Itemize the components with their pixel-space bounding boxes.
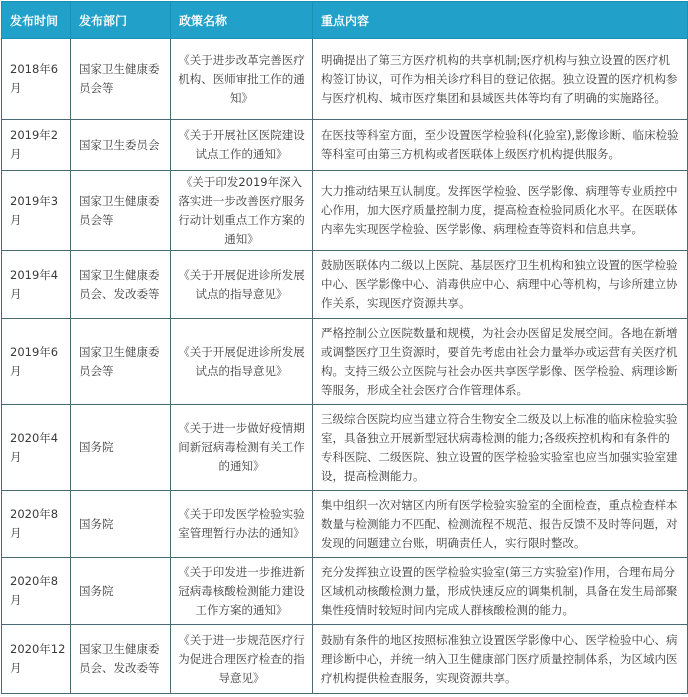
table-row [2,319,688,405]
cell-date: 2019年3月 [2,171,71,251]
cell-department: 国家卫生健康委员会等 [71,39,171,120]
cell-policy-name: 《关于进一步做好疫情期间新冠病毒检测有关工作的通知》 [171,405,313,491]
cell-date: 2018年6月 [2,39,71,120]
table-header-row [2,2,688,39]
header-policy-name: 政策名称 [171,2,313,39]
table-row [2,39,688,120]
table-row [2,171,688,251]
cell-content: 严格控制公立医院数量和规模，为社会办医留足发展空间。各地在新增或调整医疗卫生资源时，要首先考虑由社会力量举办或运营有关医疗机构。支持三级公立医院与社会办医共享医学影像、医学检验、病理诊断等服务，形成全社会医疗合作管理体系。 [313,319,688,405]
cell-policy-name: 《关于进一步规范医疗行为促进合理医疗检查的指导意见》 [171,625,313,694]
cell-content: 三级综合医院均应当建立符合生物安全二级及以上标准的临床检验实验室，具备独立开展新型冠状病毒检测的能力;各级疾控机构和有条件的专科医院、二级医院、独立设置的医学检验实验室也应当加强实验室建设，提高检测能力。 [313,405,688,491]
cell-policy-name: 《关于印发医学检验实验室管理暂行办法的通知》 [171,491,313,558]
table-row [2,491,688,558]
cell-content: 鼓励医联体内二级以上医院、基层医疗卫生机构和独立设置的医学检验中心、医学影像中心、消毒供应中心、病理中心等机构，与诊所建立协作关系，实现医疗资源共享。 [313,251,688,319]
cell-policy-name: 《关于开展促进诊所发展试点的指导意见》 [171,319,313,405]
cell-policy-name: 《关于开展社区医院建设试点工作的通知》 [171,120,313,171]
table-row [2,625,688,694]
cell-content: 大力推动结果互认制度。发挥医学检验、医学影像、病理等专业质控中心作用，加大医疗质量控制力度，提高检查检验同质化水平。在医联体内率先实现医学检验、医学影像、病理检查等资料和信息共享。 [313,171,688,251]
cell-date: 2019年2月 [2,120,71,171]
cell-date: 2019年4月 [2,251,71,319]
cell-date: 2020年8月 [2,558,71,625]
cell-content: 鼓励有条件的地区按照标准独立设置医学影像中心、医学检验中心、病理诊断中心，并统一纳入卫生健康部门医疗质量控制体系，为区域内医疗机构提供检查服务，实现资源共享。 [313,625,688,694]
header-department: 发布部门 [71,2,171,39]
policy-table-container [0,1,688,697]
cell-date: 2020年12月 [2,625,71,694]
header-date: 发布时间 [2,2,71,39]
cell-content: 在医技等科室方面，至少设置医学检验科(化验室),影像诊断、临床检验等科室可由第三方机构或者医联体上级医疗机构提供服务。 [313,120,688,171]
table-row [2,251,688,319]
cell-department: 国家卫生健康委员会、发改委等 [71,625,171,694]
cell-content: 明确提出了第三方医疗机构的共享机制;医疗机构与独立设置的医疗机构签订协议，可作为相关诊疗科目的登记依据。独立设置的医疗机构参与医疗机构、城市医疗集团和县域医共体等均有了明确的实施路径。 [313,39,688,120]
cell-department: 国家卫生委员会 [71,120,171,171]
table-row [2,405,688,491]
cell-department: 国家卫生健康委员会等 [71,319,171,405]
cell-department: 国家卫生健康委员会等 [71,171,171,251]
cell-department: 国务院 [71,405,171,491]
cell-policy-name: 《关于进步改革完善医疗机构、医师审批工作的通知》 [171,39,313,120]
cell-content: 集中组织一次对辖区内所有医学检验实验室的全面检查，重点检查样本数量与检测能力不匹配、检测流程不规范、报告反馈不及时等问题，对发现的问题建立台账，明确责任人，实行限时整改。 [313,491,688,558]
cell-policy-name: 《关于开展促进诊所发展试点的指导意见》 [171,251,313,319]
policy-table [1,1,688,694]
cell-date: 2019年6月 [2,319,71,405]
cell-date: 2020年4月 [2,405,71,491]
cell-department: 国家卫生健康委员会、发改委等 [71,251,171,319]
cell-content: 充分发挥独立设置的医学检验实验室(第三方实验室)作用，合理布局分区域机动核酸检测力量，形成快速反应的调集机制，具备在发生局部聚集性疫情时较短时间内完成人群核酸检测的能力。 [313,558,688,625]
table-row [2,558,688,625]
table-row [2,120,688,171]
cell-department: 国务院 [71,558,171,625]
header-key-content: 重点内容 [313,2,688,39]
cell-policy-name: 《关于印发进一步推进新冠病毒核酸检测能力建设工作方案的通知》 [171,558,313,625]
cell-department: 国务院 [71,491,171,558]
cell-policy-name: 《关于印发2019年深入落实进一步改善医疗服务行动计划重点工作方案的通知》 [171,171,313,251]
cell-date: 2020年8月 [2,491,71,558]
